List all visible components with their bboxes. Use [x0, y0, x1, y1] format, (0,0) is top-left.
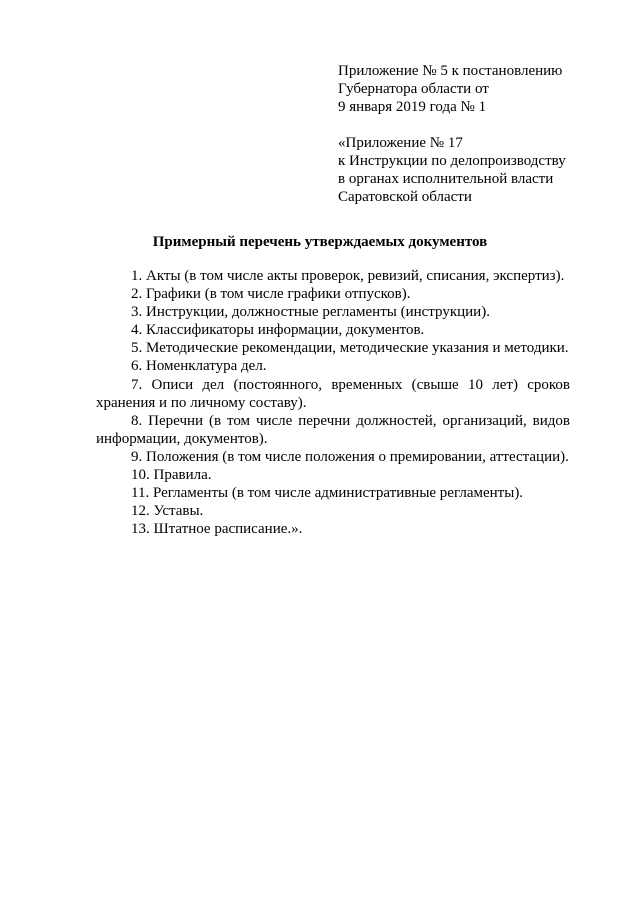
list-item: 8. Перечни (в том числе перечни должностей, организаций, видов информации, документов). — [96, 412, 570, 447]
document-title: Примерный перечень утверждаемых документов — [152, 234, 488, 250]
list-item: 7. Описи дел (постоянного, временных (свыше 10 лет) сроков хранения и по личному составу). — [96, 376, 570, 411]
header-block — [338, 62, 608, 206]
list-item: 11. Регламенты (в том числе административные регламенты). — [131, 485, 524, 502]
spacer — [338, 116, 608, 134]
header-line: Приложение № 5 к постановлению — [338, 63, 563, 79]
list-item: 2. Графики (в том числе графики отпусков). — [131, 286, 411, 303]
list-item: 12. Уставы. — [131, 503, 204, 520]
list-item: 4. Классификаторы информации, документов. — [131, 322, 425, 339]
appendix-line: «Приложение № 17 — [338, 135, 463, 151]
appendix-line: Саратовской области — [338, 189, 472, 205]
appendix-line: в органах исполнительной власти — [338, 171, 554, 187]
list-item: 6. Номенклатура дел. — [131, 358, 267, 375]
list-item: 1. Акты (в том числе акты проверок, ревизий, списания, экспертиз). — [131, 268, 565, 284]
list-item: 10. Правила. — [131, 467, 212, 484]
document-list — [96, 267, 570, 538]
header-line: Губернатора области от — [338, 81, 489, 97]
list-item: 3. Инструкции, должностные регламенты (инструкции). — [131, 304, 490, 321]
list-item: 5. Методические рекомендации, методические указания и методики. — [131, 340, 569, 357]
list-item: 9. Положения (в том числе положения о премировании, аттестации). — [131, 448, 569, 465]
header-line: 9 января 2019 года № 1 — [338, 99, 487, 115]
appendix-line: к Инструкции по делопроизводству — [338, 153, 566, 169]
list-item: 13. Штатное расписание.». — [131, 521, 303, 538]
